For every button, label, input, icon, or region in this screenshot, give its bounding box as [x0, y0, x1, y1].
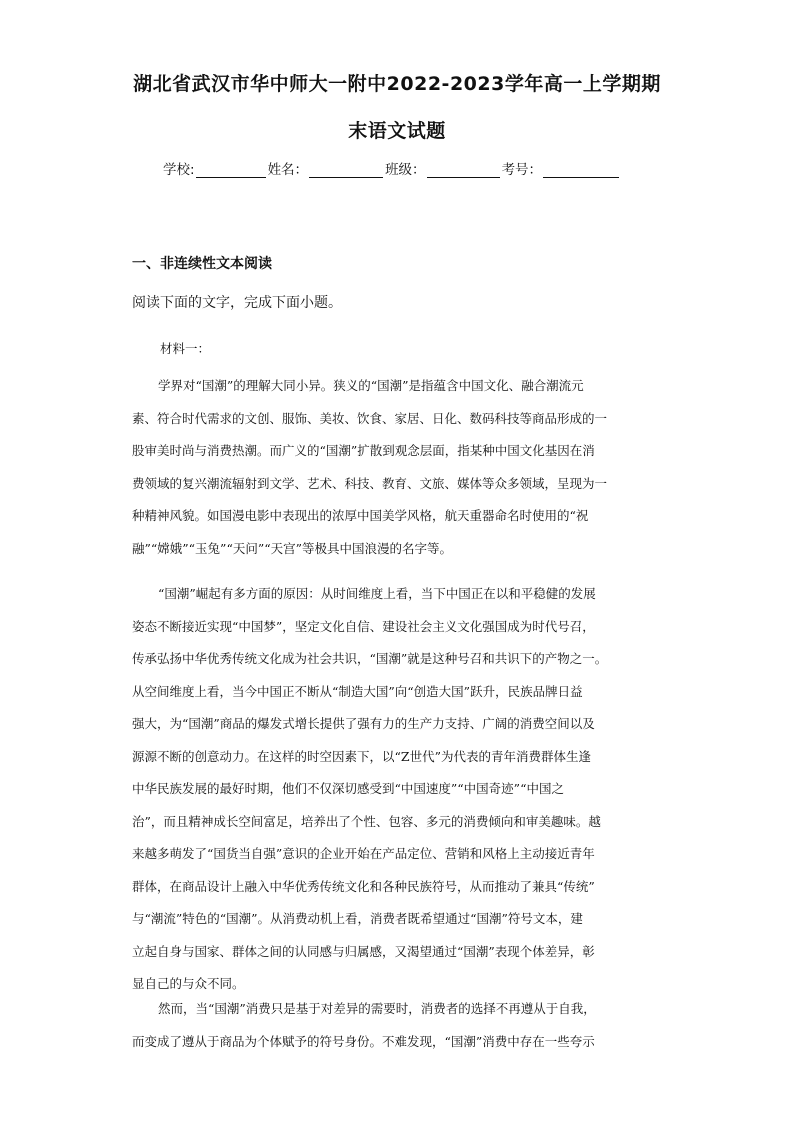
- paragraph-line: 强大，为“国潮”商品的爆发式增长提供了强有力的生产力支持、广阔的消费空间以及: [132, 716, 595, 731]
- name-label: 姓名：: [267, 162, 309, 178]
- paragraph-line: 中华民族发展的最好时期，他们不仅深切感受到“中国速度”“中国奇迹”“中国之: [132, 781, 564, 796]
- paragraph-line: 素、符合时代需求的文创、服饰、美妆、饮食、家居、日化、数码科技等商品形成的一: [132, 410, 608, 426]
- school-blank: [196, 162, 266, 178]
- document-title-line1: 湖北省武汉市华中师大一附中2022-2023学年高一上学期期: [133, 73, 661, 95]
- paragraph-line: 来越多萌发了“国货当自强”意识的企业开始在产品定位、营销和风格上主动接近青年: [132, 846, 595, 861]
- exam-number-blank: [543, 162, 619, 178]
- paragraph-line: 立起自身与国家、群体之间的认同感与归属感，又渴望通过“国潮”表现个体差异，彰: [132, 943, 595, 959]
- paragraph-line: 姿态不断接近实现“中国梦”，坚定文化自信、建设社会主义文化强国成为时代号召，: [132, 618, 595, 634]
- paragraph-line: 从空间维度上看，当今中国正不断从“制造大国”向“创造大国”跃升，民族品牌日益: [132, 683, 583, 699]
- paragraph-line: 显自己的与众不同。: [132, 976, 245, 991]
- class-label: 班级：: [385, 162, 426, 178]
- paragraph-3: [132, 993, 663, 1058]
- paragraph-line: 治”，而且精神成长空间富足，培养出了个性、包容、多元的消费倾向和审美趣味。越: [132, 813, 601, 829]
- paragraph-line: 股审美时尚与消费热潮。而广义的“国潮”扩散到观念层面，指某种中国文化基因在消: [132, 443, 595, 458]
- paragraph-line: 种精神风貌。如国漫电影中表现出的浓厚中国美学风格，航天重器命名时使用的“祝: [132, 508, 589, 523]
- paragraph-line: 学界对“国潮”的理解大同小异。狭义的“国潮”是指蕴含中国文化、融合潮流元: [158, 378, 584, 393]
- paragraph-line: “国潮”崛起有多方面的原因：从时间维度上看，当下中国正在以和平稳健的发展: [158, 586, 596, 601]
- material-label: 材料一：: [160, 341, 211, 356]
- paragraph-line: 而变成了遵从于商品为个体赋予的符号身份。不难发现，“国潮”消费中存在一些夸示: [132, 1033, 595, 1049]
- paragraph-line: 然而，当“国潮”消费只是基于对差异的需要时，消费者的选择不再遵从于自我，: [158, 1001, 596, 1016]
- paragraph-line: 群体，在商品设计上融入中华优秀传统文化和各种民族符号，从而推动了兼具“传统”: [132, 878, 595, 894]
- paragraph-1: [132, 370, 663, 565]
- paragraph-line: 源源不断的创意动力。在这样的时空因素下，以“Z世代”为代表的青年消费群体生逢: [132, 748, 591, 764]
- name-blank: [309, 162, 383, 178]
- school-label: 学校:: [163, 162, 195, 178]
- paragraph-line: 与“潮流”特色的“国潮”。从消费动机上看，消费者既希望通过“国潮”符号文本，建: [132, 911, 583, 926]
- class-blank: [427, 162, 500, 178]
- document-title-line2: 末语文试题: [348, 120, 446, 142]
- student-info-fields: [163, 158, 621, 178]
- reading-instruction: 阅读下面的文字，完成下面小题。: [132, 295, 342, 311]
- paragraph-line: 传承弘扬中华优秀传统文化成为社会共识，“国潮”就是这种号召和共识下的产物之一。: [132, 651, 608, 666]
- paragraph-line: 费领域的复兴潮流辐射到文学、艺术、科技、教育、文旅、媒体等众多领域，呈现为一: [132, 475, 608, 491]
- exam-number-label: 考号：: [501, 162, 543, 178]
- paragraph-2: [132, 578, 663, 1001]
- paragraph-line: 融”“嫦娥”“玉兔”“天问”“天宫”等极具中国浪漫的名字等。: [132, 540, 453, 556]
- section-heading: 一、非连续性文本阅读: [132, 256, 272, 272]
